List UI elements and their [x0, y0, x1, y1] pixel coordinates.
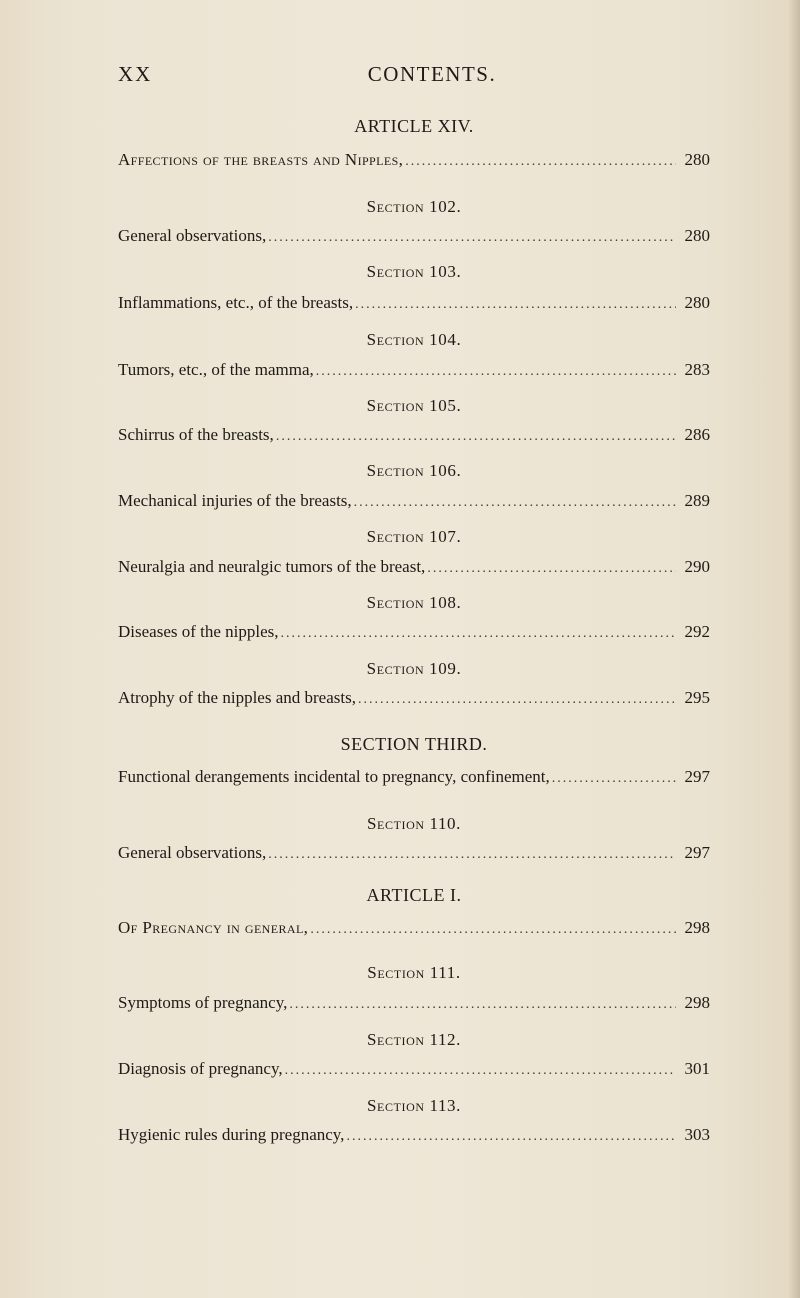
toc-entry — [118, 360, 710, 384]
toc-entry — [118, 622, 710, 646]
section-label: Section 111. — [367, 963, 461, 982]
entry-text: Symptoms of pregnancy, — [118, 993, 288, 1012]
section-label: Section 112. — [366, 1030, 462, 1049]
dot-leader — [268, 847, 676, 863]
page-number: 280 — [684, 226, 710, 245]
dot-leader — [316, 364, 676, 380]
toc-entry — [118, 688, 710, 712]
toc-entry — [118, 491, 710, 515]
entry-text: General observations, — [118, 226, 267, 245]
section-label: Section 108. — [366, 593, 462, 612]
dot-leader — [289, 997, 676, 1013]
page-number: 283 — [684, 360, 710, 379]
section-label: Section 105. — [366, 396, 462, 415]
toc-entry — [118, 993, 710, 1017]
entry-text: General observations, — [118, 843, 267, 862]
toc-entry — [118, 843, 710, 867]
entry-text: Inflammations, etc., of the breasts, — [118, 293, 354, 312]
toc-entry — [118, 557, 710, 581]
page-number: 297 — [684, 767, 710, 786]
toc-entry — [118, 918, 710, 942]
article-heading: ARTICLE XIV. — [354, 116, 474, 136]
page-number: 301 — [684, 1059, 710, 1078]
dot-leader — [281, 626, 676, 642]
section-label: Section 104. — [366, 330, 462, 349]
toc-entry — [118, 767, 710, 791]
section-label: Section 103. — [366, 262, 462, 281]
entry-text: Functional derangements incidental to pregnancy, confinement, — [118, 767, 550, 786]
dot-leader — [285, 1063, 676, 1079]
entry-text: Atrophy of the nipples and breasts, — [118, 688, 356, 707]
section-third-heading: SECTION THIRD. — [340, 734, 488, 754]
page-folio: XX — [118, 62, 153, 86]
page-number: 292 — [684, 622, 710, 641]
entry-text: Tumors, etc., of the mamma, — [118, 360, 314, 379]
entry-text: Diseases of the nipples, — [118, 622, 279, 641]
dot-leader — [354, 495, 676, 511]
page-number: 290 — [684, 557, 710, 576]
dot-leader — [276, 429, 676, 445]
page-number: 298 — [684, 993, 710, 1012]
dot-leader — [355, 297, 676, 313]
entry-text: Affections of the breasts and Nipples, — [118, 150, 404, 169]
page-number: 298 — [684, 918, 710, 937]
section-label: Section 113. — [366, 1096, 462, 1115]
page-number: 289 — [684, 491, 710, 510]
page-number: 297 — [684, 843, 710, 862]
section-label: Section 107. — [366, 527, 462, 546]
toc-entry — [118, 1125, 710, 1149]
toc-entry — [118, 1059, 710, 1083]
entry-text: Schirrus of the breasts, — [118, 425, 274, 444]
dot-leader — [552, 771, 676, 787]
entry-text: Neuralgia and neuralgic tumors of the breast, — [118, 557, 426, 576]
section-label: Section 102. — [366, 197, 462, 216]
section-label: Section 109. — [366, 659, 462, 678]
toc-entry — [118, 425, 710, 449]
page-number: 280 — [684, 150, 710, 169]
page-edge-shadow — [788, 0, 800, 1298]
page-number: 286 — [684, 425, 710, 444]
toc-entry — [118, 150, 710, 174]
page-number: 303 — [684, 1125, 710, 1144]
article-heading: ARTICLE I. — [366, 885, 462, 905]
toc-entry — [118, 293, 710, 317]
toc-entry — [118, 226, 710, 250]
dot-leader — [268, 230, 676, 246]
dot-leader — [346, 1129, 676, 1145]
dot-leader — [358, 692, 676, 708]
entry-text: Hygienic rules during pregnancy, — [118, 1125, 345, 1144]
entry-text: Diagnosis of pregnancy, — [118, 1059, 283, 1078]
entry-text: Of Pregnancy in general, — [118, 918, 309, 937]
page-number: 295 — [684, 688, 710, 707]
dot-leader — [405, 154, 676, 170]
dot-leader — [310, 922, 676, 938]
section-label: Section 106. — [366, 461, 462, 480]
entry-text: Mechanical injuries of the breasts, — [118, 491, 352, 510]
dot-leader — [427, 561, 676, 577]
running-title: CONTENTS. — [367, 62, 497, 86]
section-label: Section 110. — [366, 814, 462, 833]
running-head — [118, 62, 710, 92]
page-number: 280 — [684, 293, 710, 312]
